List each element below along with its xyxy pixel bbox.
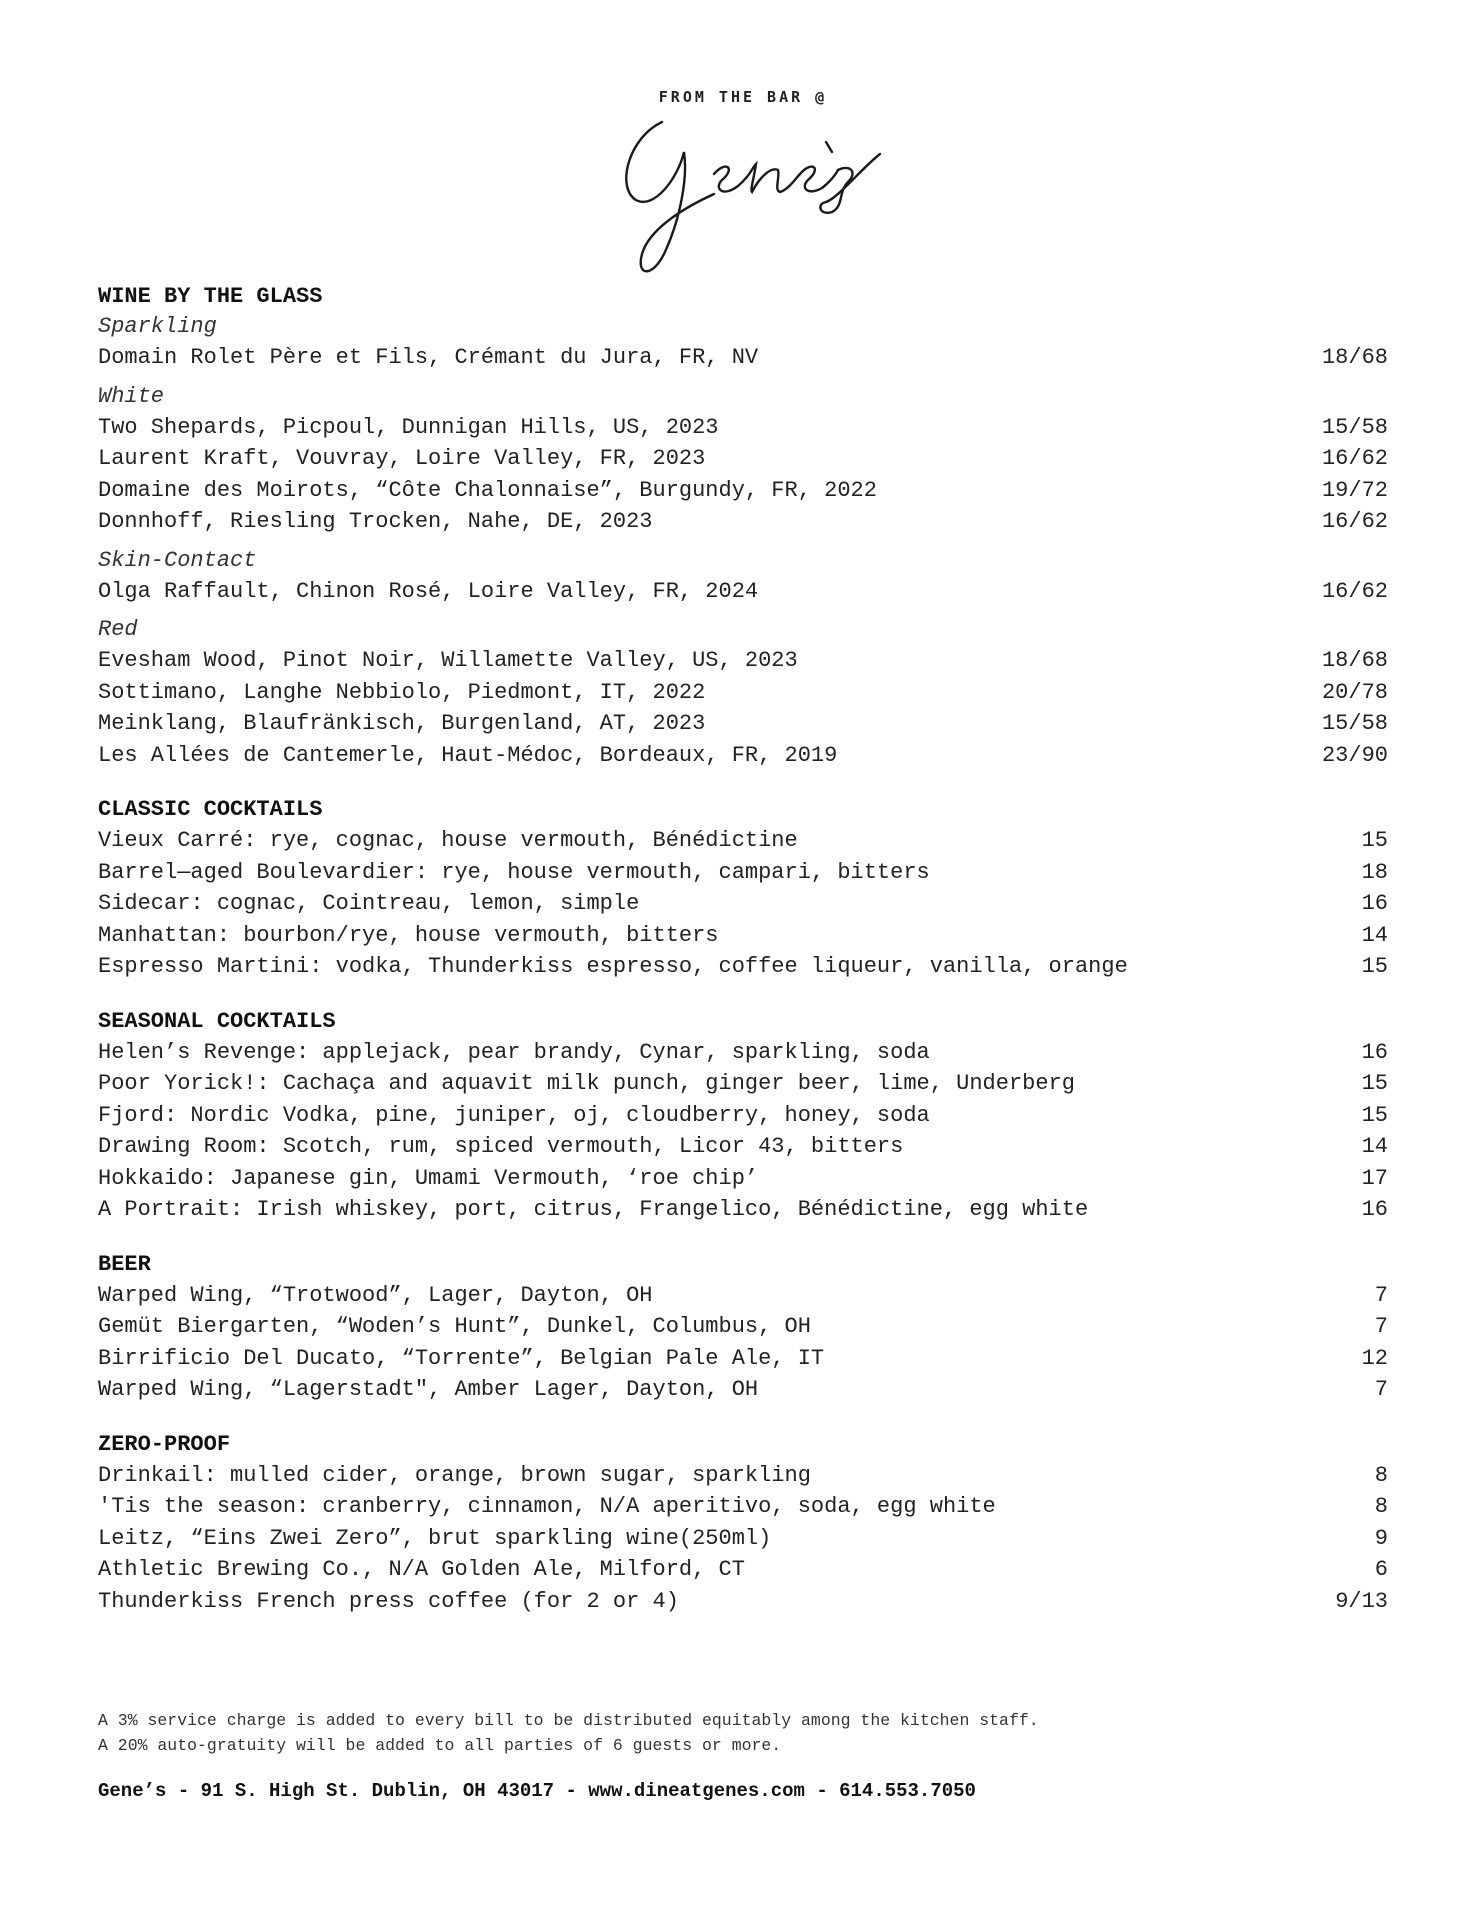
menu-item-price: 7	[1374, 1377, 1388, 1402]
menu-item-price: 9/13	[1335, 1588, 1388, 1614]
menu-item-name: Birrificio Del Ducato, “Torrente”, Belgian Pale Ale, IT	[98, 1345, 825, 1371]
menu-item-price: 14	[1361, 922, 1388, 948]
menu-item-name: Domaine des Moirots, “Côte Chalonnaise”, Burgundy, FR, 2022	[98, 477, 877, 503]
menu-item-price: 14	[1361, 1134, 1388, 1159]
menu-item-name: Warped Wing, “Trotwood”, Lager, Dayton, OH	[98, 1282, 653, 1308]
menu-item-name: Athletic Brewing Co., N/A Golden Ale, Milford, CT	[98, 1557, 745, 1582]
menu-item-price: 18/68	[1321, 648, 1388, 673]
menu-item-name: Thunderkiss French press coffee (for 2 or 4)	[98, 1588, 679, 1614]
menu-item	[98, 1037, 1388, 1069]
menu-item-name: Drawing Room: Scotch, rum, spiced vermouth, Licor 43, bitters	[98, 1134, 904, 1159]
menu-item-price: 19/72	[1321, 477, 1388, 503]
menu-item	[98, 1523, 1388, 1555]
subsection-title: Skin-Contact	[98, 547, 257, 573]
menu-item	[98, 576, 1388, 608]
menu-item-name: Manhattan: bourbon/rye, house vermouth, bitters	[98, 922, 719, 948]
menu-item	[98, 740, 1388, 772]
menu-item	[98, 920, 1388, 952]
group-gap	[98, 607, 1388, 615]
menu-item-name: Laurent Kraft, Vouvray, Loire Valley, FR, 2023	[98, 446, 706, 471]
menu-item-name: Barrel—aged Boulevardier: rye, house vermouth, campari, bitters	[98, 859, 930, 885]
menu-section	[98, 795, 1388, 983]
footer-address: Gene’s - 91 S. High St. Dublin, OH 43017 - www.dineatgenes.com - 614.553.7050	[98, 1780, 976, 1802]
service-charge-note: A 3% service charge is added to every bill to be distributed equitably among the kitchen staff.	[98, 1711, 1039, 1730]
group-gap	[98, 374, 1388, 382]
subsection-title: Sparkling	[98, 314, 217, 339]
menu-item-price: 17	[1361, 1165, 1388, 1191]
menu-item	[98, 888, 1388, 920]
menu-item-price: 6	[1374, 1557, 1388, 1582]
menu-item-price: 12	[1361, 1345, 1388, 1371]
menu-item-name: Drinkail: mulled cider, orange, brown sugar, sparkling	[98, 1462, 811, 1488]
menu-item	[98, 677, 1388, 709]
menu-content	[98, 282, 1388, 1617]
menu-item	[98, 1194, 1388, 1226]
menu-item	[98, 708, 1388, 740]
menu-item	[98, 825, 1388, 857]
footnotes	[98, 1708, 1039, 1758]
section-gap	[98, 771, 1388, 795]
menu-item	[98, 412, 1388, 444]
menu-item-name: 'Tis the season: cranberry, cinnamon, N/A aperitivo, soda, egg white	[98, 1494, 996, 1519]
section-gap	[98, 983, 1388, 1007]
menu-item-name: Les Allées de Cantemerle, Haut-Médoc, Bordeaux, FR, 2019	[98, 742, 838, 768]
gratuity-note: A 20% auto-gratuity will be added to all parties of 6 guests or more.	[98, 1736, 782, 1755]
section-gap	[98, 1226, 1388, 1250]
menu-item-name: Gemüt Biergarten, “Woden’s Hunt”, Dunkel, Columbus, OH	[98, 1314, 811, 1339]
menu-item	[98, 1100, 1388, 1132]
menu-item-price: 9	[1374, 1525, 1388, 1551]
menu-item-price: 8	[1374, 1462, 1388, 1488]
menu-item	[98, 1163, 1388, 1195]
menu-item-price: 18	[1361, 859, 1388, 885]
menu-item-name: Hokkaido: Japanese gin, Umami Vermouth, ‘roe chip’	[98, 1165, 759, 1191]
menu-item-price: 7	[1374, 1282, 1388, 1308]
menu-item-name: Warped Wing, “Lagerstadt", Amber Lager, Dayton, OH	[98, 1377, 759, 1402]
menu-item	[98, 475, 1388, 507]
menu-item-name: Espresso Martini: vodka, Thunderkiss espresso, coffee liqueur, vanilla, orange	[98, 954, 1128, 979]
menu-item	[98, 1131, 1388, 1163]
menu-item	[98, 443, 1388, 475]
menu-item	[98, 1554, 1388, 1586]
genes-script-logo	[618, 108, 908, 283]
section-title: SEASONAL COCKTAILS	[98, 1008, 336, 1034]
menu-item-name: Helen’s Revenge: applejack, pear brandy, Cynar, sparkling, soda	[98, 1039, 930, 1065]
menu-item-name: Olga Raffault, Chinon Rosé, Loire Valley, FR, 2024	[98, 578, 759, 604]
menu-item-price: 16	[1361, 1039, 1388, 1065]
menu-section	[98, 1250, 1388, 1406]
menu-item-price: 16/62	[1321, 578, 1388, 604]
menu-item-name: Poor Yorick!: Cachaça and aquavit milk punch, ginger beer, lime, Underberg	[98, 1071, 1075, 1096]
menu-item	[98, 1280, 1388, 1312]
menu-item	[98, 645, 1388, 677]
menu-item-price: 15	[1361, 828, 1388, 853]
menu-item	[98, 1491, 1388, 1523]
menu-item-price: 15	[1361, 1102, 1388, 1128]
menu-item-price: 15	[1361, 954, 1388, 979]
group-gap	[98, 538, 1388, 546]
menu-section	[98, 1007, 1388, 1226]
menu-item	[98, 1343, 1388, 1375]
menu-item	[98, 1374, 1388, 1406]
menu-item	[98, 506, 1388, 538]
menu-page	[98, 0, 1388, 1920]
menu-item-name: Two Shepards, Picpoul, Dunnigan Hills, US, 2023	[98, 414, 719, 440]
menu-item-name: A Portrait: Irish whiskey, port, citrus, Frangelico, Bénédictine, egg white	[98, 1197, 1089, 1222]
menu-item-price: 20/78	[1321, 679, 1388, 705]
menu-item-name: Evesham Wood, Pinot Noir, Willamette Valley, US, 2023	[98, 648, 798, 673]
menu-item-name: Leitz, “Eins Zwei Zero”, brut sparkling wine(250ml)	[98, 1525, 772, 1551]
menu-item-price: 18/68	[1321, 345, 1388, 370]
section-title: BEER	[98, 1251, 151, 1277]
menu-item-name: Sidecar: cognac, Cointreau, lemon, simple	[98, 891, 640, 916]
menu-item-price: 16/62	[1321, 509, 1388, 534]
section-title: ZERO-PROOF	[98, 1431, 231, 1457]
subsection-title: White	[98, 383, 165, 409]
menu-item	[98, 1068, 1388, 1100]
menu-item-name: Vieux Carré: rye, cognac, house vermouth, Bénédictine	[98, 828, 798, 853]
menu-item-name: Sottimano, Langhe Nebbiolo, Piedmont, IT, 2022	[98, 679, 706, 705]
menu-section	[98, 282, 1388, 771]
menu-item	[98, 342, 1388, 374]
menu-section	[98, 1430, 1388, 1618]
section-title: WINE BY THE GLASS	[98, 284, 323, 309]
menu-item-price: 15	[1361, 1071, 1388, 1096]
menu-item-price: 16	[1361, 1197, 1388, 1222]
menu-item-price: 15/58	[1321, 711, 1388, 736]
section-gap	[98, 1406, 1388, 1430]
menu-item	[98, 1586, 1388, 1618]
menu-item-price: 7	[1374, 1314, 1388, 1339]
menu-item	[98, 857, 1388, 889]
menu-item-name: Donnhoff, Riesling Trocken, Nahe, DE, 2023	[98, 509, 653, 534]
header-kicker: FROM THE BAR @	[658, 88, 828, 106]
menu-item	[98, 1311, 1388, 1343]
menu-item-name: Domain Rolet Père et Fils, Crémant du Jura, FR, NV	[98, 345, 759, 370]
menu-item-name: Meinklang, Blaufränkisch, Burgenland, AT, 2023	[98, 711, 706, 736]
subsection-title: Red	[98, 617, 138, 642]
section-title: CLASSIC COCKTAILS	[98, 797, 323, 822]
menu-item-name: Fjord: Nordic Vodka, pine, juniper, oj, cloudberry, honey, soda	[98, 1102, 930, 1128]
menu-item	[98, 1460, 1388, 1492]
menu-item-price: 16	[1361, 891, 1388, 916]
menu-item-price: 23/90	[1321, 742, 1388, 768]
menu-item-price: 15/58	[1321, 414, 1388, 440]
menu-item	[98, 951, 1388, 983]
menu-item-price: 16/62	[1321, 446, 1388, 471]
menu-item-price: 8	[1374, 1494, 1388, 1519]
